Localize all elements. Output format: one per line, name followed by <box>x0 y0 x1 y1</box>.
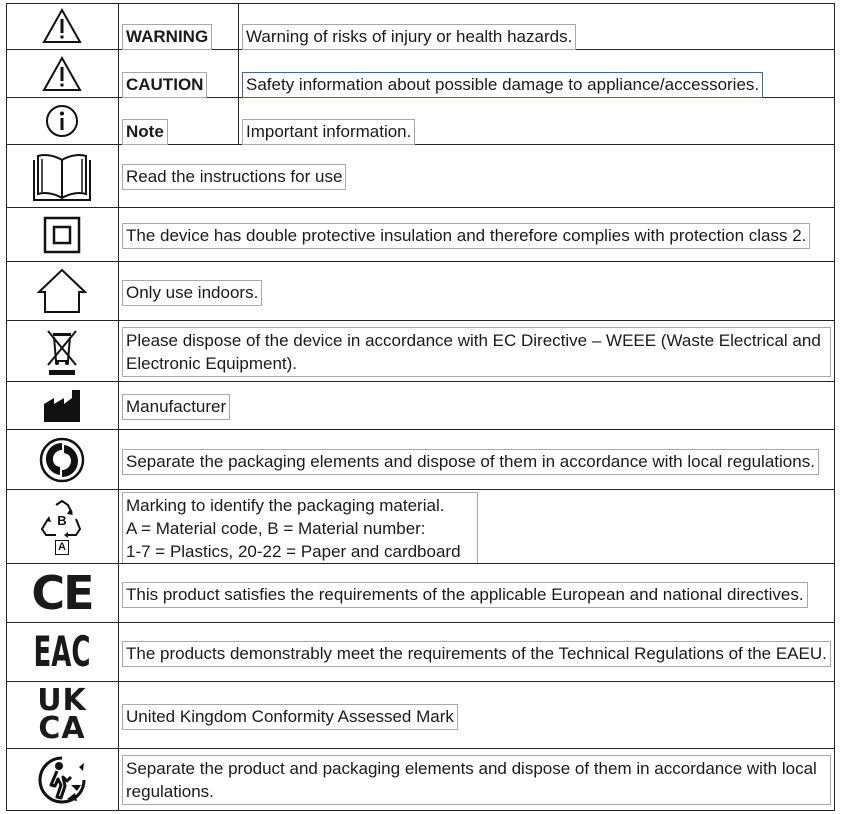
column-divider <box>118 3 119 811</box>
ukca-logo-bottom: CA <box>38 711 86 746</box>
crossed-bin-icon <box>6 321 118 381</box>
row-divider <box>6 320 835 321</box>
book-icon <box>6 145 118 207</box>
recycling-icon <box>6 490 118 563</box>
warning-label: WARNING <box>122 24 212 50</box>
weee-text: Please dispose of the device in accordance with EC Directive – WEEE (Waste Electrical and Electronic Equipment). <box>122 327 831 377</box>
row-divider <box>6 261 835 262</box>
ce-text: This product satisfies the requirements of the applicable European and national directives. <box>122 582 808 608</box>
note-label: Note <box>122 119 168 145</box>
row-divider <box>6 207 835 208</box>
warning-triangle-icon <box>6 3 118 49</box>
manufacturer-text: Manufacturer <box>122 394 230 420</box>
eac-logo: EAC <box>33 627 91 676</box>
house-icon <box>6 262 118 320</box>
packaging-text: Separate the packaging elements and dispose of them in accordance with local regulations. <box>122 449 819 475</box>
column-divider <box>238 3 239 145</box>
caution-text: Safety information about possible damage to appliance/accessories. <box>242 72 763 98</box>
eac-mark-icon <box>6 623 118 681</box>
triman-icon <box>6 749 118 811</box>
note-text: Important information. <box>242 119 415 145</box>
recycling-letter-b: B <box>57 512 67 528</box>
triman-text: Separate the product and packaging elements and dispose of them in accordance with local regulations. <box>122 755 831 805</box>
double-insulation-icon <box>6 208 118 261</box>
ukca-logo-top: UK <box>37 683 87 718</box>
row-divider <box>6 622 835 623</box>
indoors-text: Only use indoors. <box>122 280 262 306</box>
green-dot-icon <box>6 430 118 489</box>
info-icon <box>6 98 118 144</box>
row-divider <box>6 748 835 749</box>
material-line-3: 1-7 = Plastics, 20-22 = Paper and cardboard <box>126 542 461 561</box>
row-divider <box>6 681 835 682</box>
ukca-text: United Kingdom Conformity Assessed Mark <box>122 704 458 730</box>
row-divider <box>6 429 835 430</box>
eac-text: The products demonstrably meet the requirements of the Technical Regulations of the EAEU. <box>122 641 831 667</box>
caution-triangle-icon <box>6 50 118 97</box>
material-text <box>122 492 478 563</box>
material-line-2: A = Material code, B = Material number: <box>126 519 426 538</box>
warning-text: Warning of risks of injury or health hazards. <box>242 24 576 50</box>
row-divider <box>6 563 835 564</box>
ce-mark-icon <box>6 564 118 622</box>
material-line-1: Marking to identify the packaging material. <box>126 496 445 515</box>
ce-logo: CE <box>31 566 93 620</box>
factory-icon <box>6 382 118 429</box>
ukca-mark-icon <box>6 682 118 748</box>
recycling-letter-a: A <box>55 540 69 555</box>
instructions-text: Read the instructions for use <box>122 164 346 190</box>
row-divider <box>6 489 835 490</box>
row-divider <box>6 381 835 382</box>
caution-label: CAUTION <box>122 72 207 98</box>
insulation-text: The device has double protective insulation and therefore complies with protection class 2. <box>122 223 810 249</box>
